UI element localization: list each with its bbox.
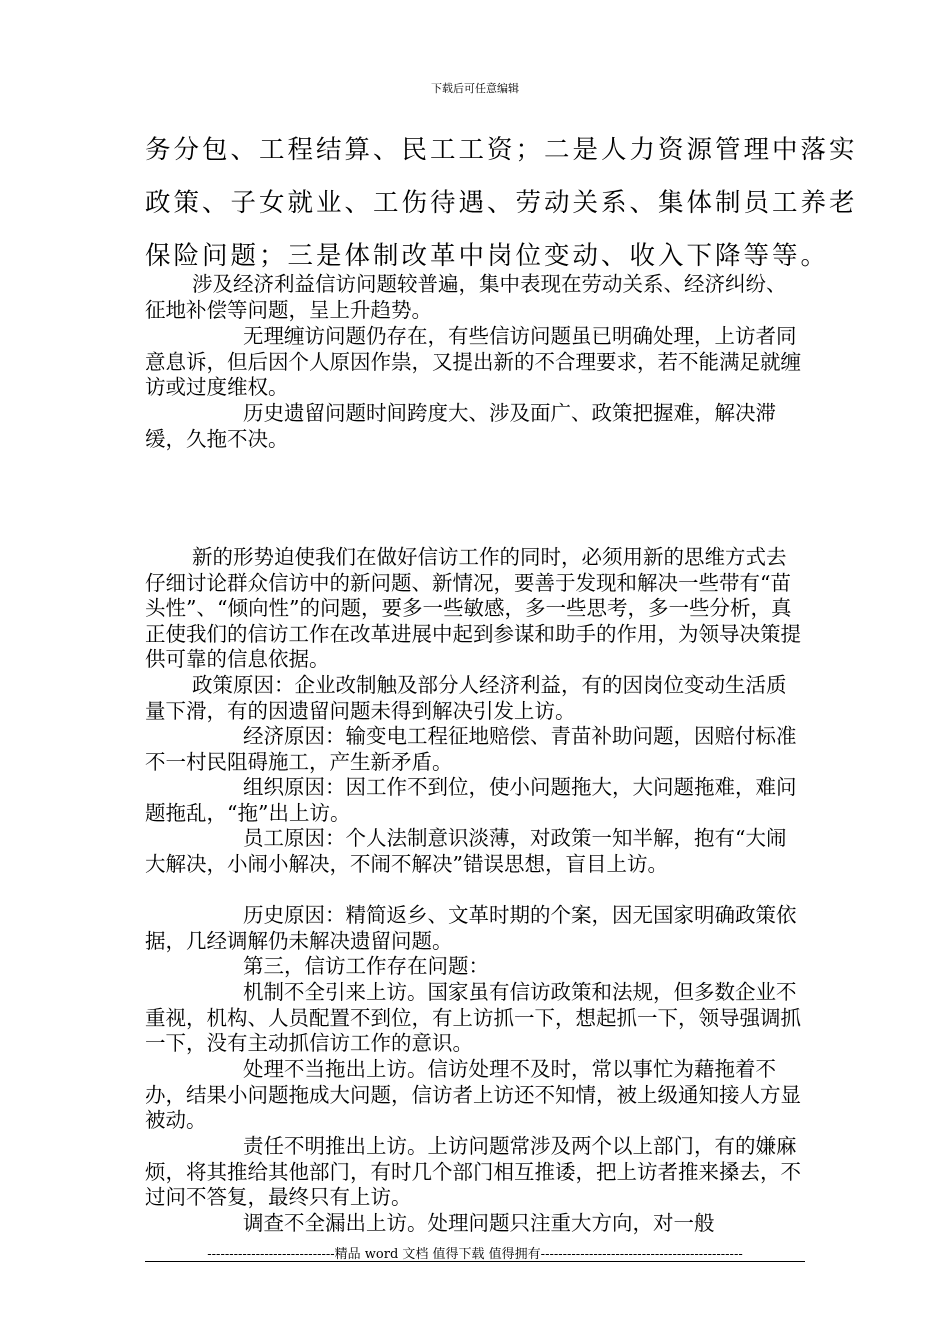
paragraph: 处理不当拖出上访。信访处理不及时，常以事忙为藉拖着不办，结果小问题拖成大问题，信访者上访还不知情，被上级通知接人方显被动。 [145, 1057, 801, 1132]
paragraph: 新的形势迫使我们在做好信访工作的同时，必须用新的思维方式去仔细讨论群众信访中的新问题、新情况，要善于发现和解决一些带有“苗头性”、“倾向性”的问题，要多一些敏感，多一些思考，多一些分析，真正使我们的信访工作在改革进展中起到参谋和助手的作用，为领导决策提供可靠的信息依据。 [145, 545, 801, 671]
paragraph: 经济原因：输变电工程征地赔偿、青苗补助问题，因赔付标准不一村民阻碍施工，产生新矛盾。 [145, 724, 797, 774]
lead-line: 保险问题；三是体制改革中岗位变动、收入下降等等。 [145, 241, 830, 271]
lead-line: 务分包、工程结算、民工工资；二是人力资源管理中落实 [145, 135, 858, 165]
page-footer: -----------------------------精品 word 文档 值得下载 值得拥有---------------------------------------------- [207, 1247, 743, 1262]
paragraph: 涉及经济利益信访问题较普遍，集中表现在劳动关系、经济纠纷、征地补偿等问题，呈上升趋势。 [145, 272, 787, 322]
paragraph: 调查不全漏出上访。处理问题只注重大方向，对一般 [243, 1211, 715, 1235]
paragraph: 历史原因：精简返乡、文革时期的个案，因无国家明确政策依据，几经调解仍未解决遗留问题。 [145, 903, 797, 953]
page-header: 下载后可任意编辑 [431, 82, 519, 95]
paragraph: 无理缠访问题仍存在，有些信访问题虽已明确处理，上访者同意息诉，但后因个人原因作祟，又提出新的不合理要求，若不能满足就缠访或过度维权。 [145, 324, 801, 399]
paragraph: 组织原因：因工作不到位，使小问题拖大，大问题拖难，难问题拖乱，“拖”出上访。 [145, 775, 797, 825]
paragraph: 机制不全引来上访。国家虽有信访政策和法规，但多数企业不重视，机构、人员配置不到位，有上访抓一下，想起抓一下，领导强调抓一下，没有主动抓信访工作的意识。 [145, 980, 801, 1055]
paragraph: 责任不明推出上访。上访问题常涉及两个以上部门，有的嫌麻烦，将其推给其他部门，有时几个部门相互推诿，把上访者推来搡去，不过问不答复，最终只有上访。 [145, 1134, 801, 1209]
paragraph: 员工原因：个人法制意识淡薄，对政策一知半解，抱有“大闹大解决，小闹小解决，不闹不解决”错误思想，盲目上访。 [145, 826, 787, 876]
lead-line: 政策、子女就业、工伤待遇、劳动关系、集体制员工养老 [145, 188, 858, 218]
footer-divider [145, 1261, 805, 1262]
paragraph: 政策原因：企业改制触及部分人经济利益，有的因岗位变动生活质量下滑，有的因遗留问题未得到解决引发上访。 [145, 673, 787, 723]
paragraph: 历史遗留问题时间跨度大、涉及面广、政策把握难，解决滞缓，久拖不决。 [145, 401, 776, 451]
paragraph: 第三，信访工作存在问题： [243, 954, 489, 978]
